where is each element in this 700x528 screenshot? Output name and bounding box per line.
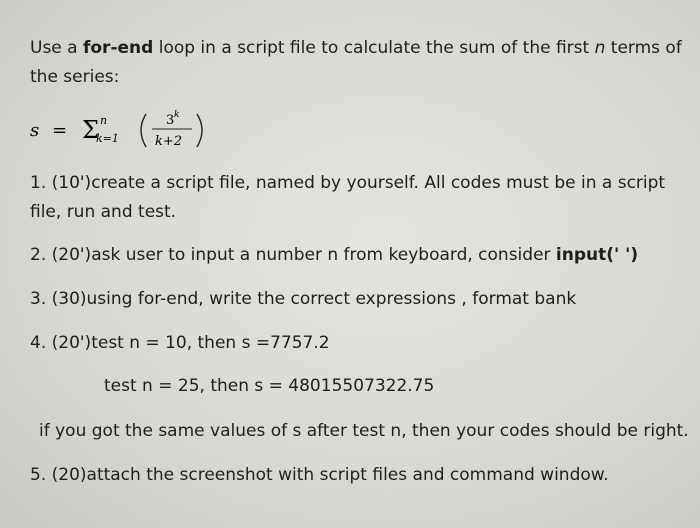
intro-text-2: loop in a script file to calculate the sum of the first (153, 38, 595, 58)
formula-upper: n (100, 114, 108, 127)
formula-sigma: Σ (82, 116, 99, 144)
item2-text: 2. (20')ask user to input a number n from keyboard, consider (30, 245, 556, 265)
intro-line-1 (30, 37, 682, 59)
item4-line-2: test n = 25, then s = 48015507322.75 (104, 376, 435, 396)
item2-line (30, 244, 638, 266)
intro-bold-for-end: for-end (82, 38, 154, 58)
intro-var-n: n (594, 38, 606, 58)
series-formula (30, 104, 230, 154)
formula-right-paren (197, 114, 202, 147)
item1-line-2: file, run and test. (30, 202, 177, 222)
item5-line: 5. (20)attach the screenshot with script files and command window. (30, 465, 609, 485)
intro-text-3: terms of (605, 38, 682, 58)
item4-line-1: 4. (20')test n = 10, then s =7757.2 (30, 333, 330, 353)
item1-line-1: 1. (10')create a script file, named by yourself. All codes must be in a script (30, 173, 666, 193)
note-line: if you got the same values of s after test n, then your codes should be right. (39, 421, 689, 441)
formula-equals: = (52, 120, 68, 141)
item3-line: 3. (30)using for-end, write the correct expressions , format bank (30, 289, 577, 309)
formula-denominator: k+2 (155, 134, 183, 149)
intro-line-2: the series: (30, 67, 120, 87)
formula-numerator: 3 (166, 113, 175, 128)
formula-numerator-exp: k (174, 110, 180, 120)
item2-bold-input: input(' ') (555, 245, 639, 265)
formula-lhs: s (30, 120, 40, 141)
formula-left-paren (141, 114, 146, 147)
intro-text-1: Use a (30, 38, 83, 58)
formula-lower: k=1 (96, 132, 119, 145)
